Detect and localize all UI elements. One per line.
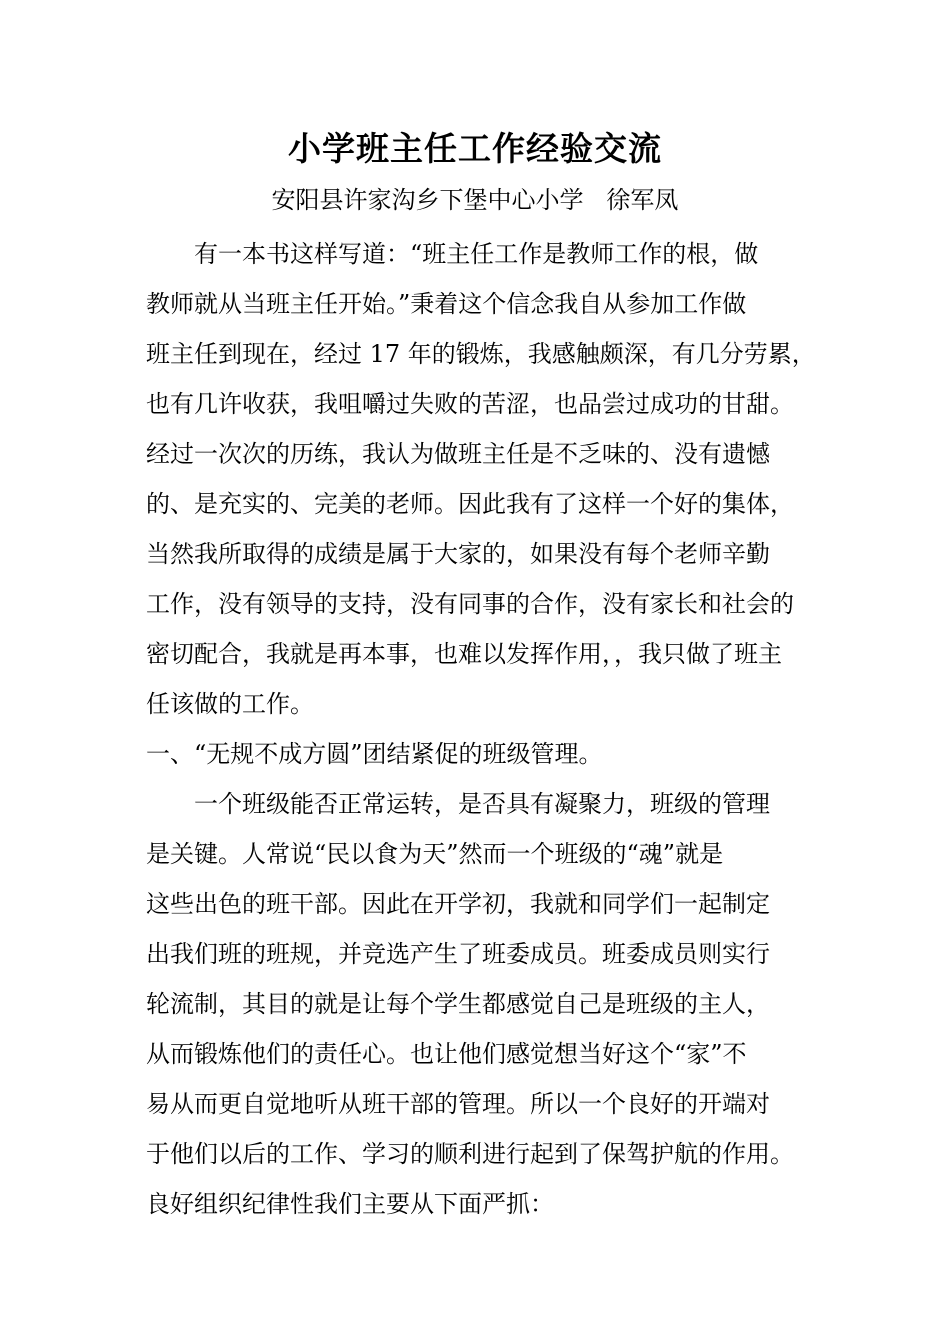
paragraph-line: 工作，没有领导的支持，没有同事的合作，没有家长和社会的 [146, 590, 794, 618]
paragraph-line: 一个班级能否正常运转，是否具有凝聚力，班级的管理 [146, 790, 770, 818]
document-body [146, 229, 826, 1229]
paragraph-line: 轮流制，其目的就是让每个学生都感觉自己是班级的主人， [146, 990, 770, 1018]
paragraph-line: 这些出色的班干部。因此在开学初，我就和同学们一起制定 [146, 890, 770, 918]
paragraph-line: 有一本书这样写道：“班主任工作是教师工作的根，做 [146, 240, 759, 268]
section-heading: 一、“无规不成方圆”团结紧促的班级管理。 [146, 740, 603, 768]
paragraph-line: 也有几许收获，我咀嚼过失败的苦涩，也品尝过成功的甘甜。 [146, 390, 794, 418]
author-line: 安阳县许家沟乡下堡中心小学 徐军凤 [271, 186, 679, 214]
paragraph-line: 班主任到现在，经过 17 年的锻炼，我感触颇深，有几分劳累， [146, 340, 816, 368]
paragraph-line: 出我们班的班规，并竞选产生了班委成员。班委成员则实行 [146, 940, 770, 968]
paragraph-line: 当然我所取得的成绩是属于大家的，如果没有每个老师辛勤 [146, 540, 770, 568]
paragraph-line: 良好组织纪律性我们主要从下面严抓： [146, 1190, 554, 1218]
paragraph-line: 从而锻炼他们的责任心。也让他们感觉想当好这个“家”不 [146, 1040, 747, 1068]
paragraph-line: 密切配合，我就是再本事，也难以发挥作用，，我只做了班主 [146, 640, 782, 668]
document-title: 小学班主任工作经验交流 [288, 129, 662, 168]
paragraph-line: 易从而更自觉地听从班干部的管理。所以一个良好的开端对 [146, 1090, 770, 1118]
paragraph-line: 经过一次次的历练，我认为做班主任是不乏味的、没有遗憾 [146, 440, 770, 468]
paragraph-line: 任该做的工作。 [146, 690, 314, 718]
paragraph-line: 于他们以后的工作、学习的顺利进行起到了保驾护航的作用。 [146, 1140, 794, 1168]
paragraph-line: 是关键。人常说“民以食为天”然而一个班级的“魂”就是 [146, 840, 724, 868]
paragraph-line: 教师就从当班主任开始。”秉着这个信念我自从参加工作做 [146, 290, 747, 318]
paragraph-line: 的、是充实的、完美的老师。因此我有了这样一个好的集体， [146, 490, 794, 518]
